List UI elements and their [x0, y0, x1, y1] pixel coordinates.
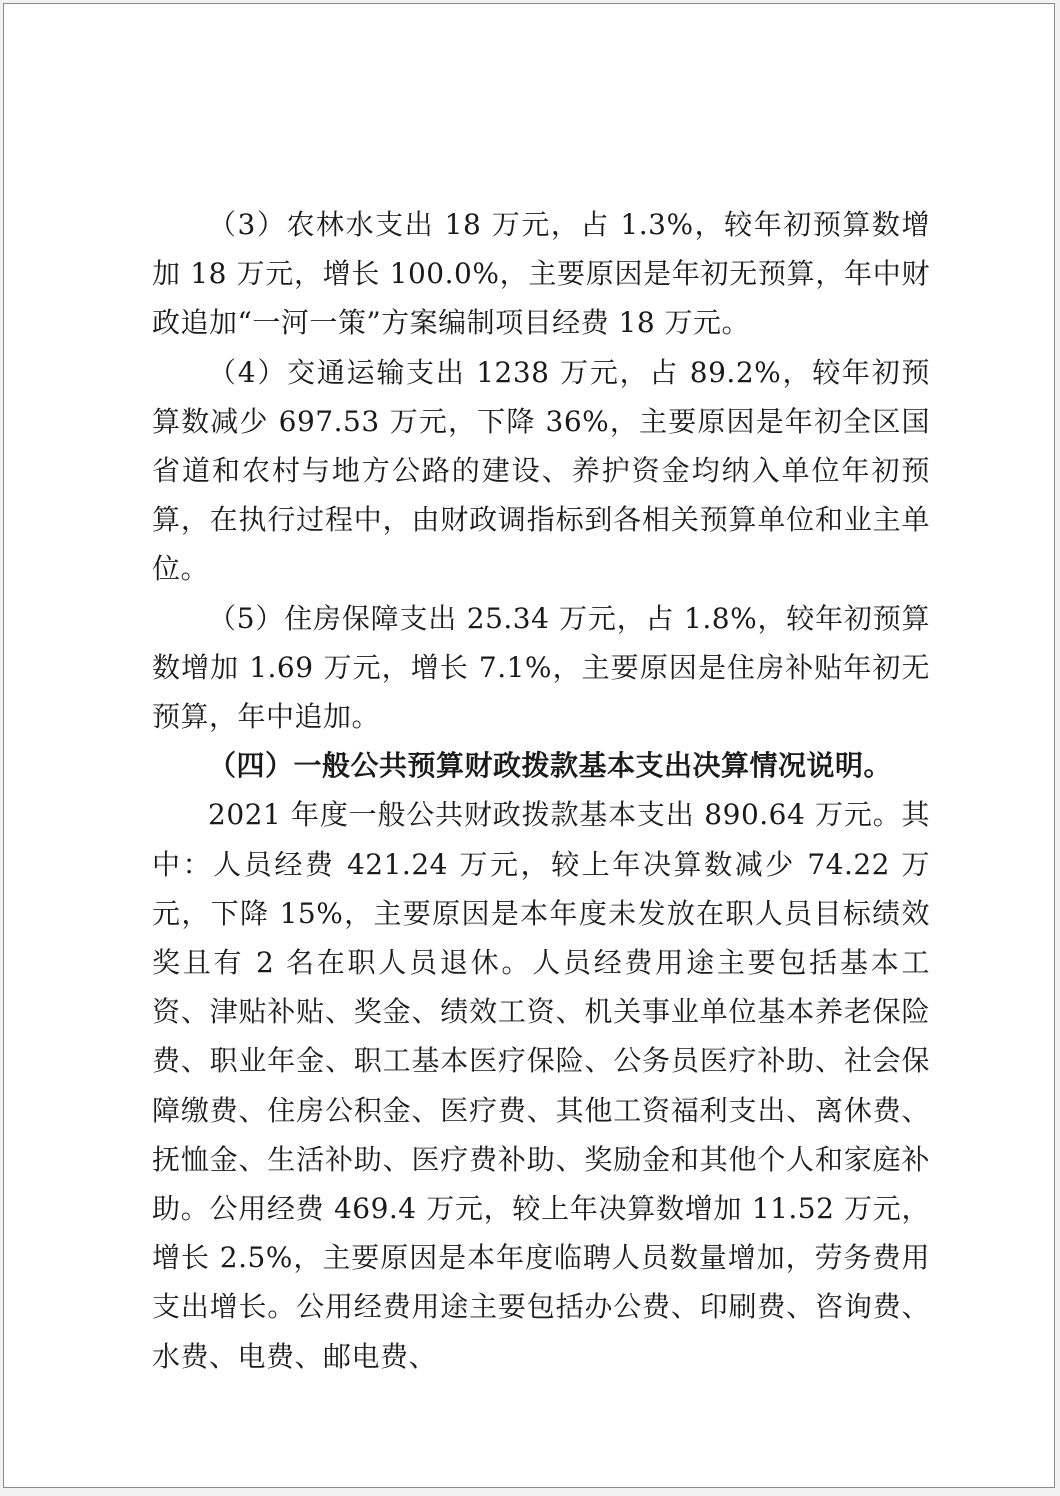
document-page — [3, 3, 1055, 1488]
section-heading-basic-expenditure: （四）一般公共预算财政拨款基本支出决算情况说明。 — [208, 749, 893, 783]
document-body — [152, 200, 930, 1381]
paragraph-transportation: （4）交通运输支出 1238 万元，占 89.2%，较年初预算数减少 697.53 万元，下降 36%，主要原因是年初全区国省道和农村与地方公路的建设、养护资金均纳入单位年初预算，在执行过程中，由财政调指标到各相关预算单位和业主单位。 — [152, 355, 930, 586]
paragraph-housing-security: （5）住房保障支出 25.34 万元，占 1.8%，较年初预算数增加 1.69 万元，增长 7.1%，主要原因是住房补贴年初无预算，年中追加。 — [152, 601, 930, 734]
paragraph-agriculture-forestry-water: （3）农林水支出 18 万元，占 1.3%，较年初预算数增加 18 万元，增长 100.0%，主要原因是年初无预算，年中财政追加“一河一策”方案编制项目经费 18 万元。 — [152, 208, 930, 340]
paragraph-basic-expenditure-details: 2021 年度一般公共财政拨款基本支出 890.64 万元。其中：人员经费 421.24 万元，较上年决算数减少 74.22 万元，下降 15%，主要原因是本年度未发放在职人员目标绩效奖且有 2 名在职人员退休。人员经费用途主要包括基本工资、津贴补贴、奖金、绩效工资、机关事业单位基本养老保险费、职业年金、职工基本医疗保险、公务员医疗补助、社会保障缴费、住房公积金、医疗费、其他工资福利支出、离休费、抚恤金、生活补助、医疗费补助、奖励金和其他个人和家庭补助。公用经费 469.4 万元，较上年决算数增加 11.52 万元，增长 2.5%，主要原因是本年度临聘人员数量增加，劳务费用支出增长。公用经费用途主要包括办公费、印刷费、咨询费、水费、电费、邮电费、 — [152, 798, 930, 1373]
